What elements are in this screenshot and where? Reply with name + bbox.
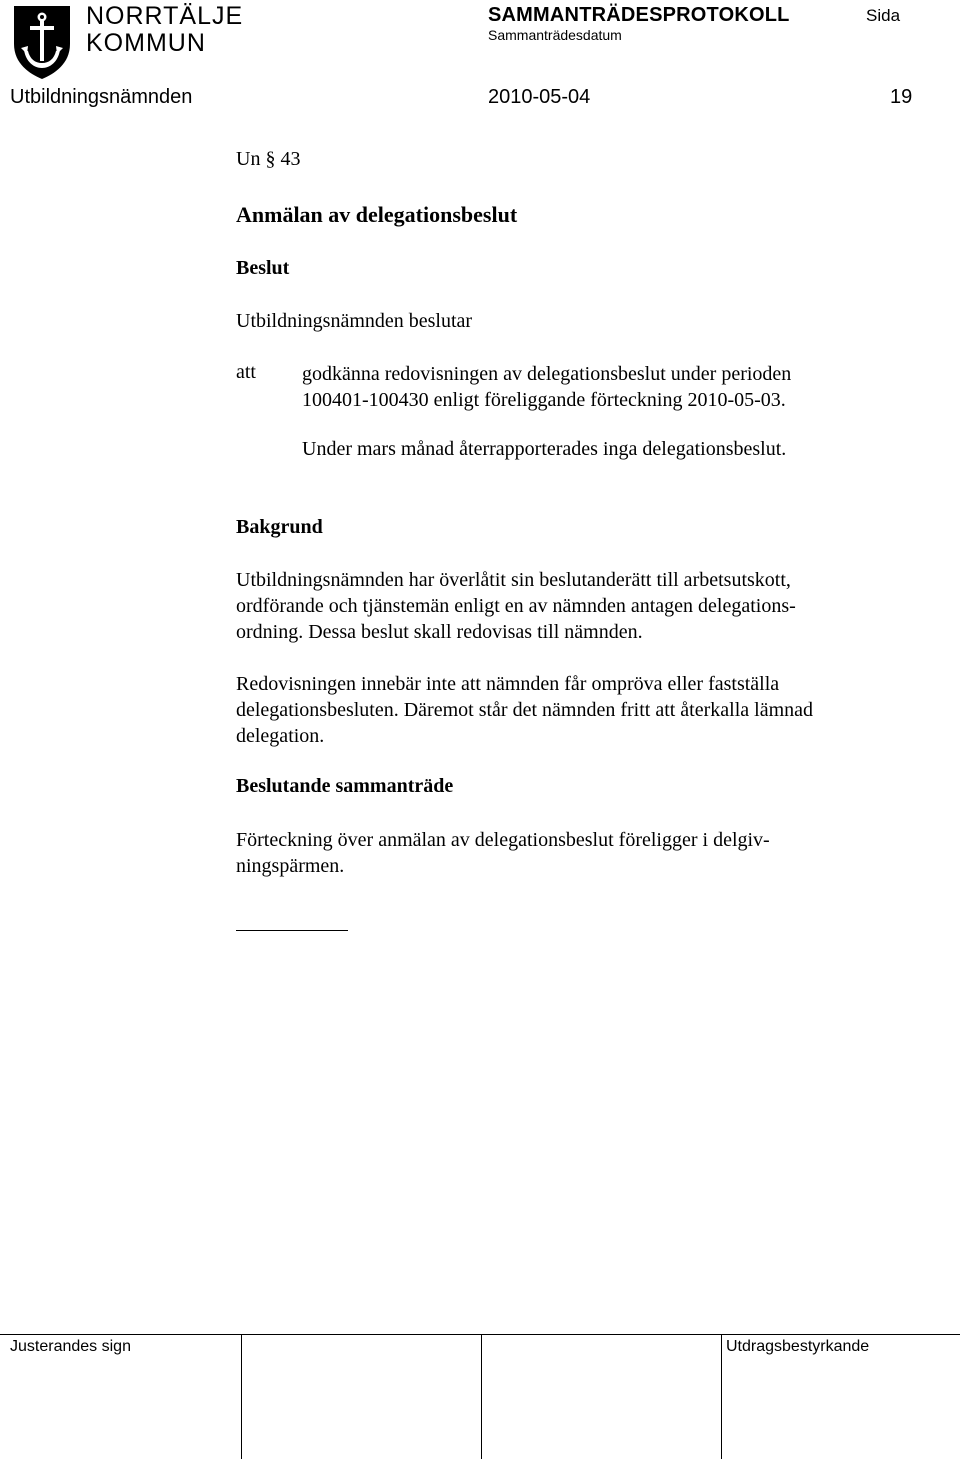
page-label: Sida: [866, 6, 901, 25]
paragraph-line: Redovisningen innebär inte att nämnden får ompröva eller fastställa: [236, 673, 780, 695]
footer-column-divider: [481, 1334, 482, 1459]
section-title: Anmälan av delegationsbeslut: [236, 202, 518, 227]
decision-line: godkänna redovisningen av delegationsbeslut under perioden: [302, 363, 792, 385]
section-number: Un § 43: [236, 148, 301, 170]
background-paragraph-1: [236, 567, 796, 645]
paragraph-line: delegation.: [236, 725, 325, 747]
decision-text: [302, 361, 791, 413]
logo-line-2: KOMMUN: [86, 29, 206, 57]
meeting-date-label: Sammanträdesdatum: [488, 27, 622, 43]
paragraph-line: Förteckning över anmälan av delegationsbeslut föreligger i delgiv-: [236, 829, 770, 851]
footer-divider: [0, 1334, 960, 1335]
logo-line-1: NORRTÄLJE: [86, 2, 244, 30]
background-heading: Bakgrund: [236, 516, 323, 538]
paragraph-line: ordning. Dessa beslut skall redovisas till nämnden.: [236, 621, 643, 643]
decision-intro: Utbildningsnämnden beslutar: [236, 310, 473, 332]
background-paragraph-2: [236, 671, 813, 749]
committee-name: Utbildningsnämnden: [10, 86, 193, 108]
end-of-section-rule: [236, 930, 348, 931]
reference-heading: Beslutande sammanträde: [236, 775, 454, 797]
norrtalje-coat-of-arms-icon: [10, 4, 74, 80]
page-number: 19: [890, 86, 913, 108]
footer-extract-label: Utdragsbestyrkande: [726, 1338, 870, 1355]
paragraph-line: ningspärmen.: [236, 855, 345, 877]
meeting-date: 2010-05-04: [488, 86, 591, 108]
paragraph-line: delegationsbesluten. Däremot står det nämnden fritt att återkalla lämnad: [236, 699, 814, 721]
decision-line: 100401-100430 enligt föreliggande förteckning 2010-05-03.: [302, 389, 786, 411]
reference-paragraph: [236, 827, 770, 879]
footer-column-divider: [241, 1334, 242, 1459]
footer-column-divider: [721, 1334, 722, 1459]
paragraph-line: Utbildningsnämnden har överlåtit sin beslutanderätt till arbetsutskott,: [236, 569, 791, 591]
att-label: att: [236, 361, 256, 383]
protocol-title: SAMMANTRÄDESPROTOKOLL: [488, 4, 790, 26]
decision-note: Under mars månad återrapporterades inga delegationsbeslut.: [302, 438, 787, 460]
footer-sign-label: Justerandes sign: [10, 1338, 131, 1355]
decision-heading: Beslut: [236, 257, 290, 279]
logo-wordmark: [86, 3, 243, 57]
paragraph-line: ordförande och tjänstemän enligt en av nämnden antagen delegations-: [236, 595, 796, 617]
